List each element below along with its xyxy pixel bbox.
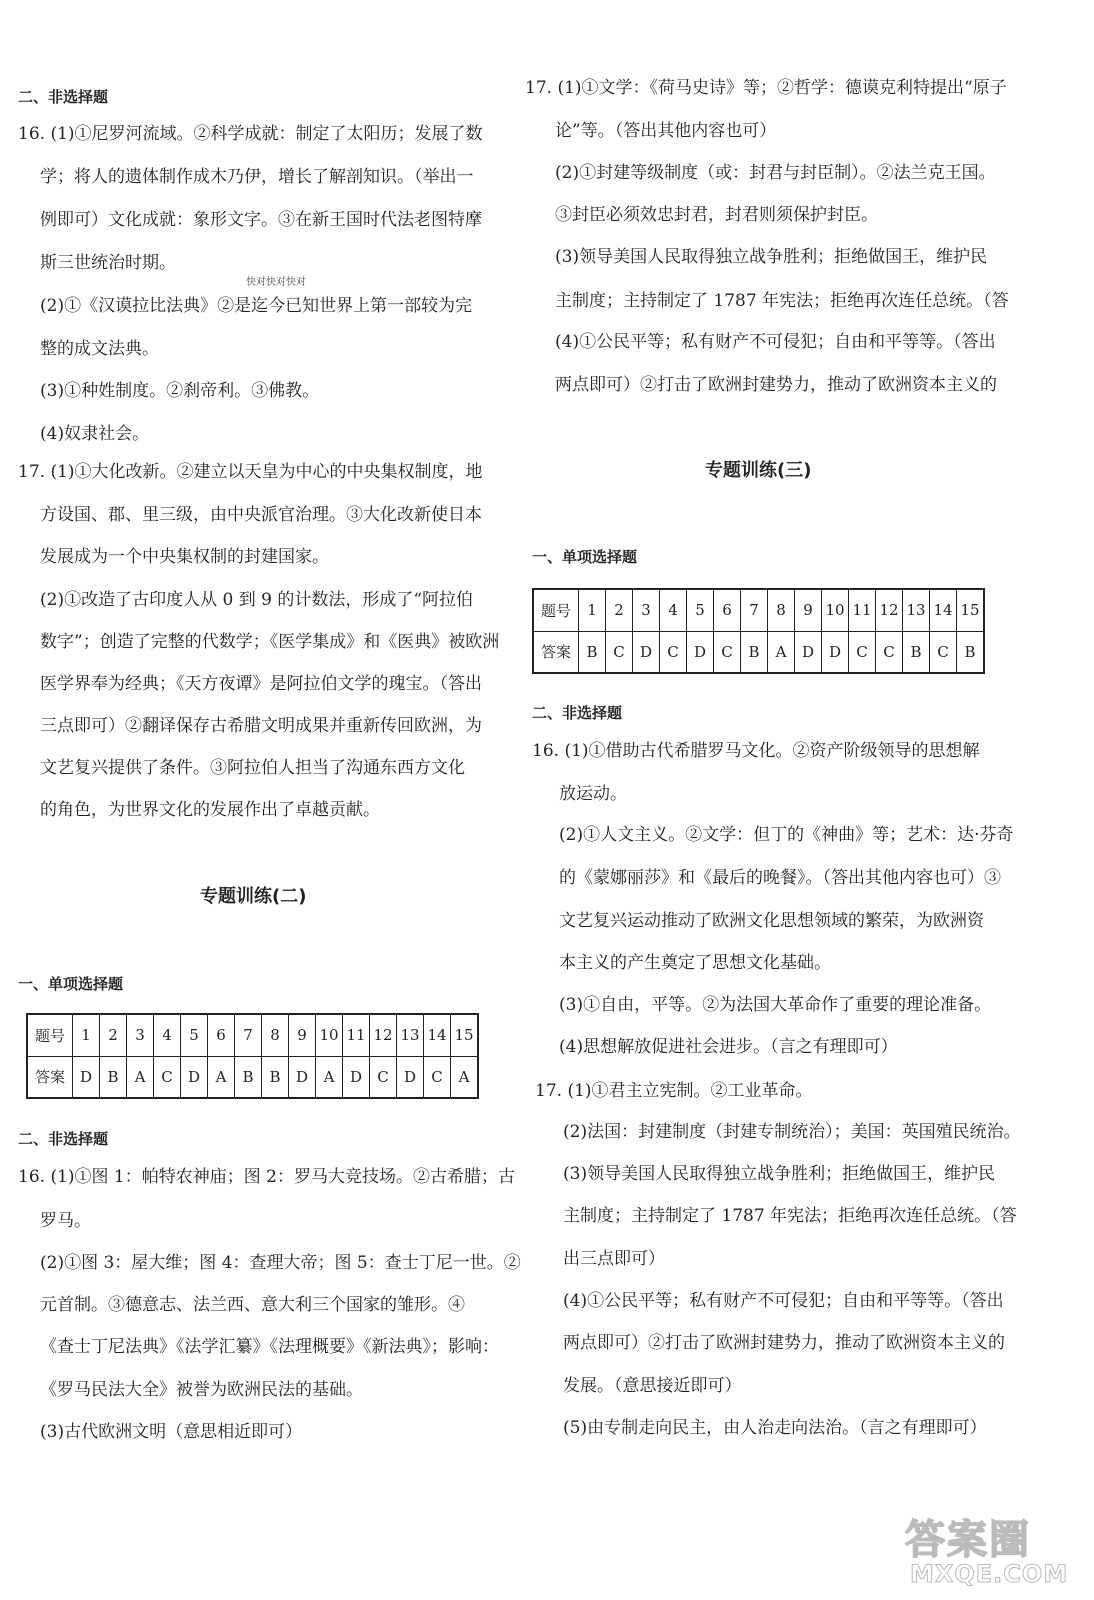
answer-line: 16. (1)①尼罗河流域。②科学成就：制定了太阳历；发展了数 [18, 124, 483, 144]
answer-row [27, 1056, 478, 1098]
table-cell: 6 [208, 1014, 235, 1056]
question-number-row [27, 1014, 478, 1056]
table-cell: A [316, 1056, 343, 1098]
table-label: 答案 [533, 631, 579, 673]
table-cell: 9 [289, 1014, 316, 1056]
answer-line: (3)领导美国人民取得独立战争胜利；拒绝做国王，维护民 [555, 247, 988, 267]
answer-line: 整的成文法典。 [40, 339, 159, 359]
answer-line: 发展。（意思接近即可） [563, 1376, 742, 1396]
answer-table [26, 1013, 479, 1099]
answer-line: 《查士丁尼法典》《法学汇纂》《法理概要》《新法典》；影响： [40, 1337, 499, 1357]
table-cell: C [849, 631, 876, 673]
answer-line: 文艺复兴运动推动了欧洲文化思想领域的繁荣，为欧洲资 [559, 911, 984, 931]
table-cell: C [714, 631, 741, 673]
table-cell: B [262, 1056, 289, 1098]
table-cell: 14 [424, 1014, 451, 1056]
table-cell: D [795, 631, 822, 673]
table-cell: 10 [822, 589, 849, 631]
answer-line: 放运动。 [559, 784, 627, 804]
answer-line: 出三点即可） [563, 1249, 665, 1269]
answer-line: (3)古代欧洲文明（意思相近即可） [40, 1422, 303, 1442]
answer-line: (2)①封建等级制度（或：封君与封臣制）。②法兰克王国。 [555, 163, 996, 183]
answer-line: 16. (1)①图 1：帕特农神庙；图 2：罗马大竞技场。②古希腊；古 [18, 1167, 515, 1187]
section-heading: 二、非选择题 [18, 88, 109, 106]
answer-line: 例即可）文化成就：象形文字。③在新王国时代法老图特摩 [40, 210, 482, 230]
table-cell: B [235, 1056, 262, 1098]
table-cell: 7 [741, 589, 768, 631]
table-cell: 15 [451, 1014, 479, 1056]
question-number-row [533, 589, 984, 631]
table-cell: C [424, 1056, 451, 1098]
section-heading: 一、单项选择题 [18, 975, 124, 993]
answer-line: 17. (1)①大化改新。②建立以天皇为中心的中央集权制度，地 [18, 462, 483, 482]
table-cell: A [451, 1056, 479, 1098]
table-cell: D [397, 1056, 424, 1098]
table-cell: C [606, 631, 633, 673]
stamp-mark: 快对快对快对 [246, 277, 306, 288]
table-cell: 10 [316, 1014, 343, 1056]
table-label: 答案 [27, 1056, 73, 1098]
answer-line: 16. (1)①借助古代希腊罗马文化。②资产阶级领导的思想解 [532, 741, 980, 761]
table-cell: C [876, 631, 903, 673]
answer-line: ③封臣必须效忠封君，封君则须保护封臣。 [555, 205, 878, 225]
answer-line: 的角色，为世界文化的发展作出了卓越贡献。 [40, 800, 380, 820]
table-cell: 3 [633, 589, 660, 631]
table-cell: 12 [876, 589, 903, 631]
answer-line: 主制度；主持制定了 1787 年宪法；拒绝再次连任总统。（答 [555, 291, 1009, 311]
table-cell: 6 [714, 589, 741, 631]
answer-line: 医学界奉为经典；《天方夜谭》是阿拉伯文学的瑰宝。（答出 [40, 674, 482, 694]
answer-line: 罗马。 [40, 1211, 91, 1231]
table-cell: D [73, 1056, 100, 1098]
table-cell: D [289, 1056, 316, 1098]
answer-line: 17. (1)①文学：《荷马史诗》等；②哲学：德谟克利特提出“原子 [525, 78, 1007, 98]
table-cell: 2 [606, 589, 633, 631]
answer-line: 学；将人的遗体制作成木乃伊，增长了解剖知识。（举出一 [40, 167, 474, 187]
table-cell: 2 [100, 1014, 127, 1056]
table-cell: A [768, 631, 795, 673]
table-cell: 15 [957, 589, 985, 631]
table-cell: B [903, 631, 930, 673]
watermark-text: 答案圈 [905, 1517, 1031, 1563]
table-cell: 1 [579, 589, 606, 631]
answer-line: 数字”；创造了完整的代数学；《医学集成》和《医典》被欧洲 [40, 632, 500, 652]
answer-line: 两点即可）②打击了欧洲封建势力，推动了欧洲资本主义的 [563, 1333, 1005, 1353]
answer-row [533, 631, 984, 673]
table-cell: C [370, 1056, 397, 1098]
answer-line: 元首制。③德意志、法兰西、意大利三个国家的雏形。④ [40, 1295, 465, 1315]
answer-line: (4)①公民平等；私有财产不可侵犯；自由和平等等。（答出 [555, 332, 996, 352]
answer-line: 17. (1)①君主立宪制。②工业革命。 [535, 1081, 813, 1101]
table-cell: 8 [262, 1014, 289, 1056]
answer-line: 《罗马民法大全》被誉为欧洲民法的基础。 [40, 1380, 363, 1400]
table-cell: 1 [73, 1014, 100, 1056]
table-cell: 9 [795, 589, 822, 631]
answer-line: 两点即可）②打击了欧洲封建势力，推动了欧洲资本主义的 [555, 375, 997, 395]
answer-line: 主制度；主持制定了 1787 年宪法；拒绝再次连任总统。（答 [563, 1206, 1017, 1226]
answer-line: (3)①自由，平等。②为法国大革命作了重要的理论准备。 [559, 995, 992, 1015]
table-label: 题号 [27, 1014, 73, 1056]
answer-line: 斯三世统治时期。 [40, 253, 176, 273]
table-cell: C [930, 631, 957, 673]
table-cell: 8 [768, 589, 795, 631]
answer-line: (5)由专制走向民主，由人治走向法治。（言之有理即可） [563, 1418, 987, 1438]
table-cell: B [741, 631, 768, 673]
answer-line: 三点即可）②翻译保存古希腊文明成果并重新传回欧洲，为 [40, 716, 482, 736]
table-cell: D [181, 1056, 208, 1098]
answer-line: (4)奴隶社会。 [40, 424, 150, 444]
table-cell: D [687, 631, 714, 673]
table-cell: 7 [235, 1014, 262, 1056]
section-heading: 一、单项选择题 [532, 548, 638, 566]
table-cell: 13 [903, 589, 930, 631]
table-cell: 11 [849, 589, 876, 631]
answer-line: 文艺复兴提供了条件。③阿拉伯人担当了沟通东西方文化 [40, 758, 465, 778]
table-cell: C [660, 631, 687, 673]
table-cell: 12 [370, 1014, 397, 1056]
section-title: 专题训练(三) [705, 460, 812, 481]
watermark-url: MXQE.COM [910, 1560, 1069, 1588]
table-cell: B [957, 631, 985, 673]
table-cell: 5 [687, 589, 714, 631]
watermark-logo [895, 1508, 1085, 1592]
answer-line: 论”等。（答出其他内容也可） [555, 121, 777, 141]
table-cell: 5 [181, 1014, 208, 1056]
table-cell: 11 [343, 1014, 370, 1056]
section-heading: 二、非选择题 [532, 704, 623, 722]
answer-line: 方设国、郡、里三级，由中央派官治理。③大化改新使日本 [40, 505, 482, 525]
table-cell: C [154, 1056, 181, 1098]
answer-line: (3)①种姓制度。②刹帝利。③佛教。 [40, 381, 320, 401]
answer-line: 的《蒙娜丽莎》和《最后的晚餐》。（答出其他内容也可）③ [559, 868, 1001, 888]
answer-line: (4)思想解放促进社会进步。（言之有理即可） [559, 1037, 898, 1057]
table-cell: 4 [660, 589, 687, 631]
answer-line: 本主义的产生奠定了思想文化基础。 [559, 953, 831, 973]
answer-line: (2)法国：封建制度（封建专制统治）；美国：英国殖民统治。 [563, 1122, 1021, 1142]
answer-line: (4)①公民平等；私有财产不可侵犯；自由和平等等。（答出 [563, 1291, 1004, 1311]
answer-line: (2)①改造了古印度人从 0 到 9 的计数法，形成了“阿拉伯 [40, 590, 474, 610]
table-label: 题号 [533, 589, 579, 631]
table-cell: 3 [127, 1014, 154, 1056]
table-cell: A [127, 1056, 154, 1098]
table-cell: 13 [397, 1014, 424, 1056]
table-cell: D [633, 631, 660, 673]
section-title: 专题训练(二) [200, 886, 307, 907]
answer-table [532, 588, 985, 674]
answer-line: (2)①《汉谟拉比法典》②是迄今已知世界上第一部较为完 [40, 296, 473, 316]
table-cell: A [208, 1056, 235, 1098]
table-cell: D [343, 1056, 370, 1098]
table-cell: 14 [930, 589, 957, 631]
table-cell: B [100, 1056, 127, 1098]
answer-line: 发展成为一个中央集权制的封建国家。 [40, 547, 329, 567]
answer-line: (2)①人文主义。②文学：但丁的《神曲》等；艺术：达·芬奇 [559, 825, 1014, 845]
answer-line: (2)①图 3：屋大维；图 4：查理大帝；图 5：查士丁尼一世。② [40, 1253, 521, 1273]
table-cell: B [579, 631, 606, 673]
table-cell: D [822, 631, 849, 673]
table-cell: 4 [154, 1014, 181, 1056]
answer-line: (3)领导美国人民取得独立战争胜利；拒绝做国王，维护民 [563, 1164, 996, 1184]
section-heading: 二、非选择题 [18, 1130, 109, 1148]
